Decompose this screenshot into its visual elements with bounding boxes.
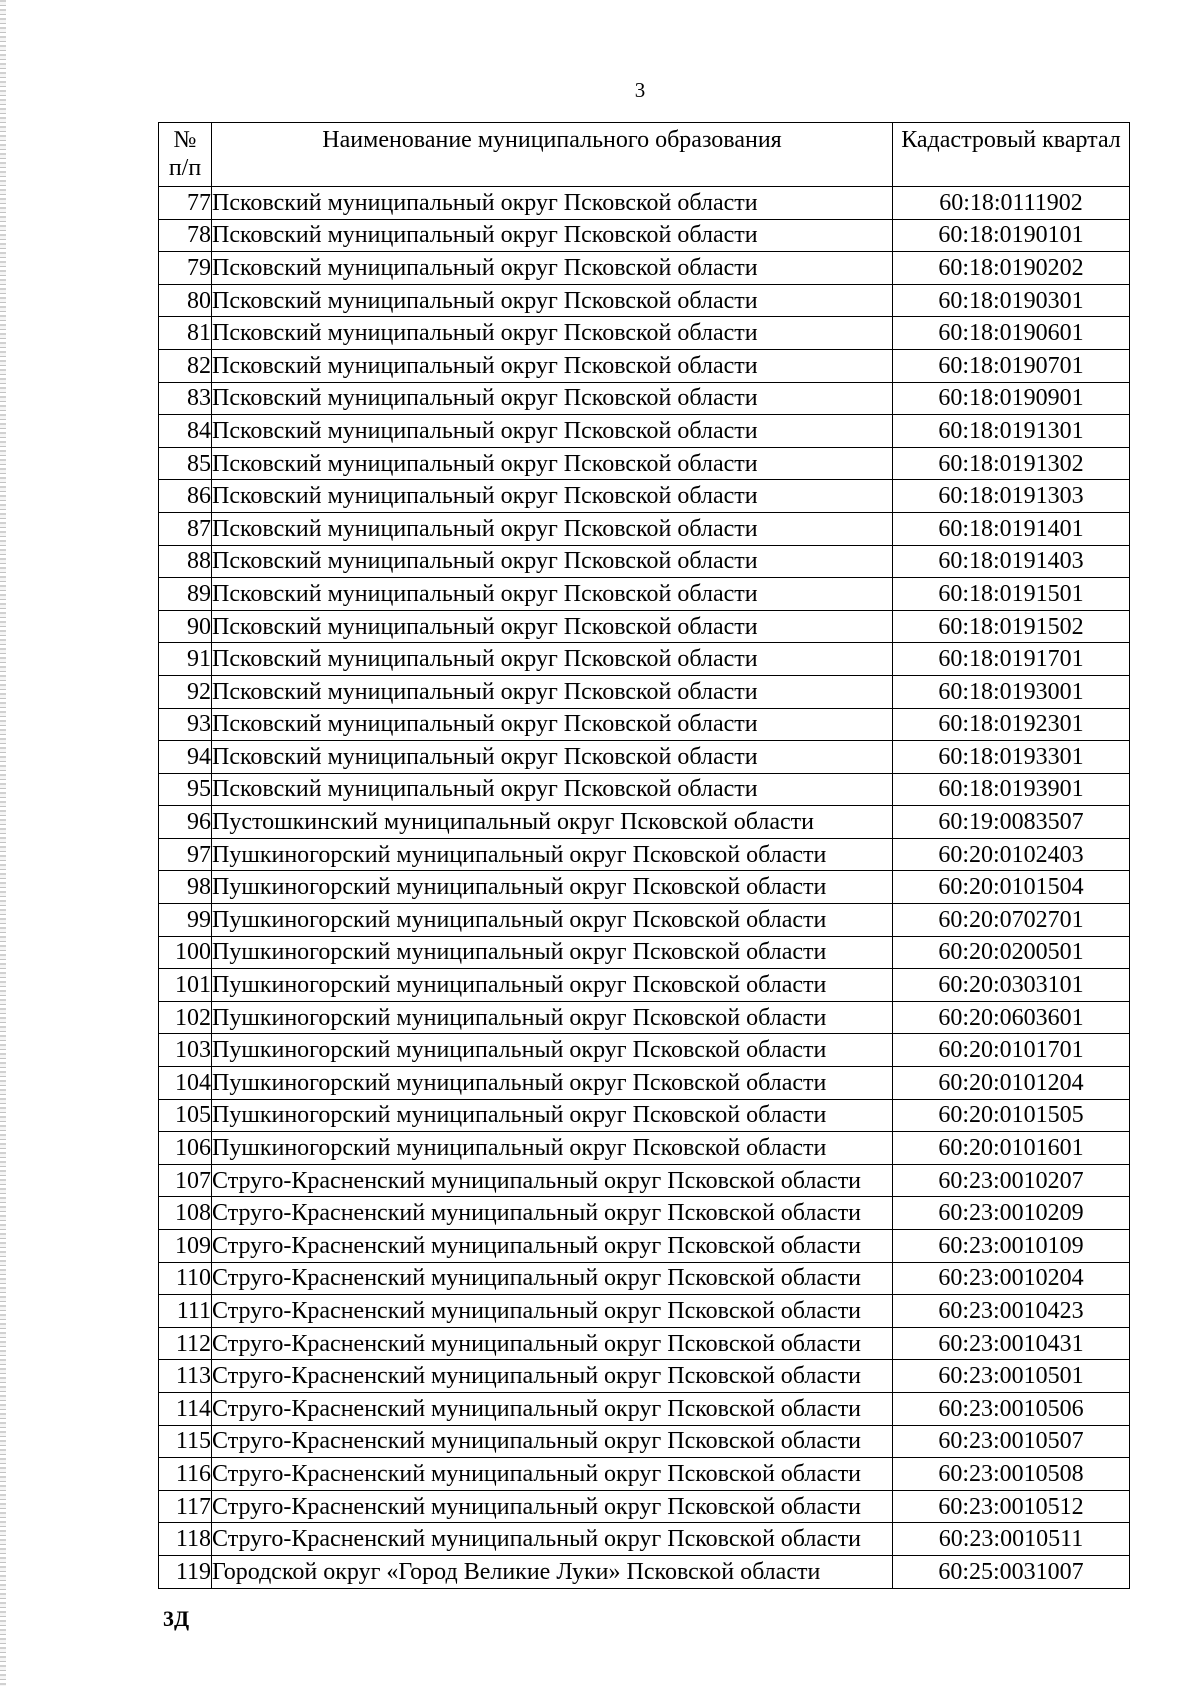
table-row	[159, 1523, 1130, 1556]
row-municipality: Псковский муниципальный округ Псковской области	[212, 512, 893, 545]
row-number: 91	[159, 643, 212, 676]
table-row	[159, 643, 1130, 676]
row-municipality: Псковский муниципальный округ Псковской области	[212, 252, 893, 285]
row-number: 115	[159, 1425, 212, 1458]
table-row	[159, 806, 1130, 839]
row-municipality: Струго-Красненский муниципальный округ Псковской области	[212, 1327, 893, 1360]
row-municipality: Пушкиногорский муниципальный округ Псковской области	[212, 1034, 893, 1067]
row-municipality: Струго-Красненский муниципальный округ Псковской области	[212, 1490, 893, 1523]
row-number: 92	[159, 675, 212, 708]
row-number: 82	[159, 349, 212, 382]
row-number: 107	[159, 1164, 212, 1197]
row-municipality: Струго-Красненский муниципальный округ Псковской области	[212, 1523, 893, 1556]
row-municipality: Псковский муниципальный округ Псковской области	[212, 284, 893, 317]
row-number: 117	[159, 1490, 212, 1523]
row-municipality: Псковский муниципальный округ Псковской области	[212, 480, 893, 513]
footer-code: 3Д	[163, 1606, 190, 1631]
table-row	[159, 610, 1130, 643]
row-cadastral: 60:25:0031007	[893, 1555, 1130, 1588]
table-row	[159, 1392, 1130, 1425]
row-municipality: Псковский муниципальный округ Псковской области	[212, 317, 893, 350]
header-row	[159, 123, 1130, 187]
row-municipality: Пушкиногорский муниципальный округ Псковской области	[212, 1099, 893, 1132]
row-municipality: Псковский муниципальный округ Псковской области	[212, 415, 893, 448]
table-row	[159, 219, 1130, 252]
row-cadastral: 60:23:0010507	[893, 1425, 1130, 1458]
row-municipality: Струго-Красненский муниципальный округ Псковской области	[212, 1392, 893, 1425]
row-number: 78	[159, 219, 212, 252]
row-municipality: Псковский муниципальный округ Псковской области	[212, 447, 893, 480]
row-municipality: Псковский муниципальный округ Псковской области	[212, 219, 893, 252]
row-cadastral: 60:18:0191301	[893, 415, 1130, 448]
row-number: 87	[159, 512, 212, 545]
table-row	[159, 1132, 1130, 1165]
table-row	[159, 1001, 1130, 1034]
table-row	[159, 675, 1130, 708]
row-number: 101	[159, 969, 212, 1002]
row-cadastral: 60:20:0200501	[893, 936, 1130, 969]
row-number: 104	[159, 1067, 212, 1100]
row-number: 119	[159, 1555, 212, 1588]
table-row	[159, 252, 1130, 285]
row-municipality: Пушкиногорский муниципальный округ Псковской области	[212, 1067, 893, 1100]
row-cadastral: 60:18:0192301	[893, 708, 1130, 741]
table-row	[159, 578, 1130, 611]
row-number: 105	[159, 1099, 212, 1132]
row-municipality: Струго-Красненский муниципальный округ Псковской области	[212, 1458, 893, 1491]
row-cadastral: 60:18:0191501	[893, 578, 1130, 611]
row-cadastral: 60:23:0010501	[893, 1360, 1130, 1393]
row-cadastral: 60:18:0191701	[893, 643, 1130, 676]
table-row	[159, 838, 1130, 871]
row-cadastral: 60:23:0010423	[893, 1295, 1130, 1328]
row-cadastral: 60:18:0193301	[893, 741, 1130, 774]
row-cadastral: 60:23:0010204	[893, 1262, 1130, 1295]
row-cadastral: 60:18:0190901	[893, 382, 1130, 415]
row-cadastral: 60:20:0101505	[893, 1099, 1130, 1132]
header-number-symbol: №	[173, 127, 197, 153]
row-municipality: Псковский муниципальный округ Псковской области	[212, 545, 893, 578]
row-number: 95	[159, 773, 212, 806]
table-row	[159, 1490, 1130, 1523]
row-municipality: Пушкиногорский муниципальный округ Псковской области	[212, 838, 893, 871]
row-municipality: Псковский муниципальный округ Псковской области	[212, 643, 893, 676]
row-cadastral: 60:23:0010109	[893, 1230, 1130, 1263]
table-header	[159, 123, 1130, 187]
row-cadastral: 60:20:0101504	[893, 871, 1130, 904]
row-cadastral: 60:20:0303101	[893, 969, 1130, 1002]
row-number: 89	[159, 578, 212, 611]
row-number: 96	[159, 806, 212, 839]
table-row	[159, 480, 1130, 513]
row-municipality: Псковский муниципальный округ Псковской области	[212, 773, 893, 806]
row-number: 116	[159, 1458, 212, 1491]
row-number: 85	[159, 447, 212, 480]
table-row	[159, 349, 1130, 382]
row-cadastral: 60:18:0191401	[893, 512, 1130, 545]
row-number: 93	[159, 708, 212, 741]
row-cadastral: 60:23:0010431	[893, 1327, 1130, 1360]
header-municipality: Наименование муниципального образования	[212, 123, 893, 187]
table-row	[159, 1458, 1130, 1491]
row-cadastral: 60:23:0010506	[893, 1392, 1130, 1425]
row-cadastral: 60:20:0603601	[893, 1001, 1130, 1034]
row-cadastral: 60:23:0010508	[893, 1458, 1130, 1491]
table-row	[159, 447, 1130, 480]
table-row	[159, 708, 1130, 741]
row-municipality: Пушкиногорский муниципальный округ Псковской области	[212, 871, 893, 904]
row-cadastral: 60:23:0010511	[893, 1523, 1130, 1556]
row-municipality: Струго-Красненский муниципальный округ Псковской области	[212, 1164, 893, 1197]
row-municipality: Псковский муниципальный округ Псковской области	[212, 349, 893, 382]
row-number: 99	[159, 904, 212, 937]
table-row	[159, 1555, 1130, 1588]
row-municipality: Псковский муниципальный округ Псковской области	[212, 610, 893, 643]
table-row	[159, 969, 1130, 1002]
row-number: 90	[159, 610, 212, 643]
row-cadastral: 60:23:0010209	[893, 1197, 1130, 1230]
row-number: 118	[159, 1523, 212, 1556]
row-cadastral: 60:23:0010512	[893, 1490, 1130, 1523]
table-row	[159, 545, 1130, 578]
row-cadastral: 60:18:0111902	[893, 187, 1130, 220]
table-row	[159, 773, 1130, 806]
table-row	[159, 936, 1130, 969]
row-municipality: Струго-Красненский муниципальный округ Псковской области	[212, 1360, 893, 1393]
row-cadastral: 60:18:0190601	[893, 317, 1130, 350]
table-row	[159, 512, 1130, 545]
row-number: 79	[159, 252, 212, 285]
row-cadastral: 60:20:0101204	[893, 1067, 1130, 1100]
table-row	[159, 382, 1130, 415]
row-cadastral: 60:18:0191302	[893, 447, 1130, 480]
row-cadastral: 60:18:0190202	[893, 252, 1130, 285]
row-cadastral: 60:18:0193901	[893, 773, 1130, 806]
row-number: 94	[159, 741, 212, 774]
header-number-abbrev: п/п	[168, 155, 202, 181]
row-municipality: Псковский муниципальный округ Псковской области	[212, 382, 893, 415]
row-cadastral: 60:20:0101601	[893, 1132, 1130, 1165]
table-row	[159, 187, 1130, 220]
row-municipality: Струго-Красненский муниципальный округ Псковской области	[212, 1262, 893, 1295]
row-number: 80	[159, 284, 212, 317]
row-municipality: Струго-Красненский муниципальный округ Псковской области	[212, 1295, 893, 1328]
row-municipality: Псковский муниципальный округ Псковской области	[212, 187, 893, 220]
table-row	[159, 1034, 1130, 1067]
row-municipality: Струго-Красненский муниципальный округ Псковской области	[212, 1197, 893, 1230]
table-row	[159, 1067, 1130, 1100]
page-number: 3	[634, 78, 646, 102]
table-row	[159, 741, 1130, 774]
scan-edge	[0, 0, 6, 1686]
row-municipality: Городской округ «Город Великие Луки» Псковской области	[212, 1555, 893, 1588]
row-number: 106	[159, 1132, 212, 1165]
table-row	[159, 904, 1130, 937]
row-municipality: Пушкиногорский муниципальный округ Псковской области	[212, 1001, 893, 1034]
row-number: 111	[159, 1295, 212, 1328]
table-row	[159, 284, 1130, 317]
row-number: 112	[159, 1327, 212, 1360]
table-row	[159, 1425, 1130, 1458]
row-cadastral: 60:18:0190301	[893, 284, 1130, 317]
row-municipality: Псковский муниципальный округ Псковской области	[212, 675, 893, 708]
row-cadastral: 60:18:0193001	[893, 675, 1130, 708]
row-municipality: Псковский муниципальный округ Псковской области	[212, 741, 893, 774]
row-cadastral: 60:20:0102403	[893, 838, 1130, 871]
header-cadastral: Кадастровый квартал	[893, 123, 1130, 187]
row-number: 102	[159, 1001, 212, 1034]
row-municipality: Пушкиногорский муниципальный округ Псковской области	[212, 904, 893, 937]
row-number: 83	[159, 382, 212, 415]
row-municipality: Псковский муниципальный округ Псковской области	[212, 708, 893, 741]
row-number: 114	[159, 1392, 212, 1425]
table-row	[159, 1099, 1130, 1132]
cadastral-table	[158, 122, 1130, 1589]
table-row	[159, 1197, 1130, 1230]
row-number: 77	[159, 187, 212, 220]
row-cadastral: 60:20:0702701	[893, 904, 1130, 937]
row-cadastral: 60:18:0191502	[893, 610, 1130, 643]
row-cadastral: 60:19:0083507	[893, 806, 1130, 839]
row-municipality: Струго-Красненский муниципальный округ Псковской области	[212, 1425, 893, 1458]
row-number: 109	[159, 1230, 212, 1263]
table-row	[159, 1360, 1130, 1393]
row-municipality: Пушкиногорский муниципальный округ Псковской области	[212, 1132, 893, 1165]
row-number: 103	[159, 1034, 212, 1067]
row-municipality: Струго-Красненский муниципальный округ Псковской области	[212, 1230, 893, 1263]
table-row	[159, 415, 1130, 448]
row-cadastral: 60:20:0101701	[893, 1034, 1130, 1067]
header-number	[159, 123, 212, 187]
table-row	[159, 1295, 1130, 1328]
row-municipality: Пушкиногорский муниципальный округ Псковской области	[212, 936, 893, 969]
table-body	[159, 187, 1130, 1589]
row-cadastral: 60:18:0191403	[893, 545, 1130, 578]
row-number: 88	[159, 545, 212, 578]
row-municipality: Пустошкинский муниципальный округ Псковской области	[212, 806, 893, 839]
table-row	[159, 871, 1130, 904]
row-cadastral: 60:18:0191303	[893, 480, 1130, 513]
table-row	[159, 1262, 1130, 1295]
table-row	[159, 1327, 1130, 1360]
row-cadastral: 60:18:0190101	[893, 219, 1130, 252]
row-number: 84	[159, 415, 212, 448]
table-row	[159, 317, 1130, 350]
row-number: 98	[159, 871, 212, 904]
row-number: 110	[159, 1262, 212, 1295]
row-number: 86	[159, 480, 212, 513]
row-cadastral: 60:23:0010207	[893, 1164, 1130, 1197]
row-number: 81	[159, 317, 212, 350]
row-number: 113	[159, 1360, 212, 1393]
row-municipality: Пушкиногорский муниципальный округ Псковской области	[212, 969, 893, 1002]
row-number: 100	[159, 936, 212, 969]
row-cadastral: 60:18:0190701	[893, 349, 1130, 382]
table-row	[159, 1164, 1130, 1197]
row-number: 108	[159, 1197, 212, 1230]
row-number: 97	[159, 838, 212, 871]
row-municipality: Псковский муниципальный округ Псковской области	[212, 578, 893, 611]
table-row	[159, 1230, 1130, 1263]
